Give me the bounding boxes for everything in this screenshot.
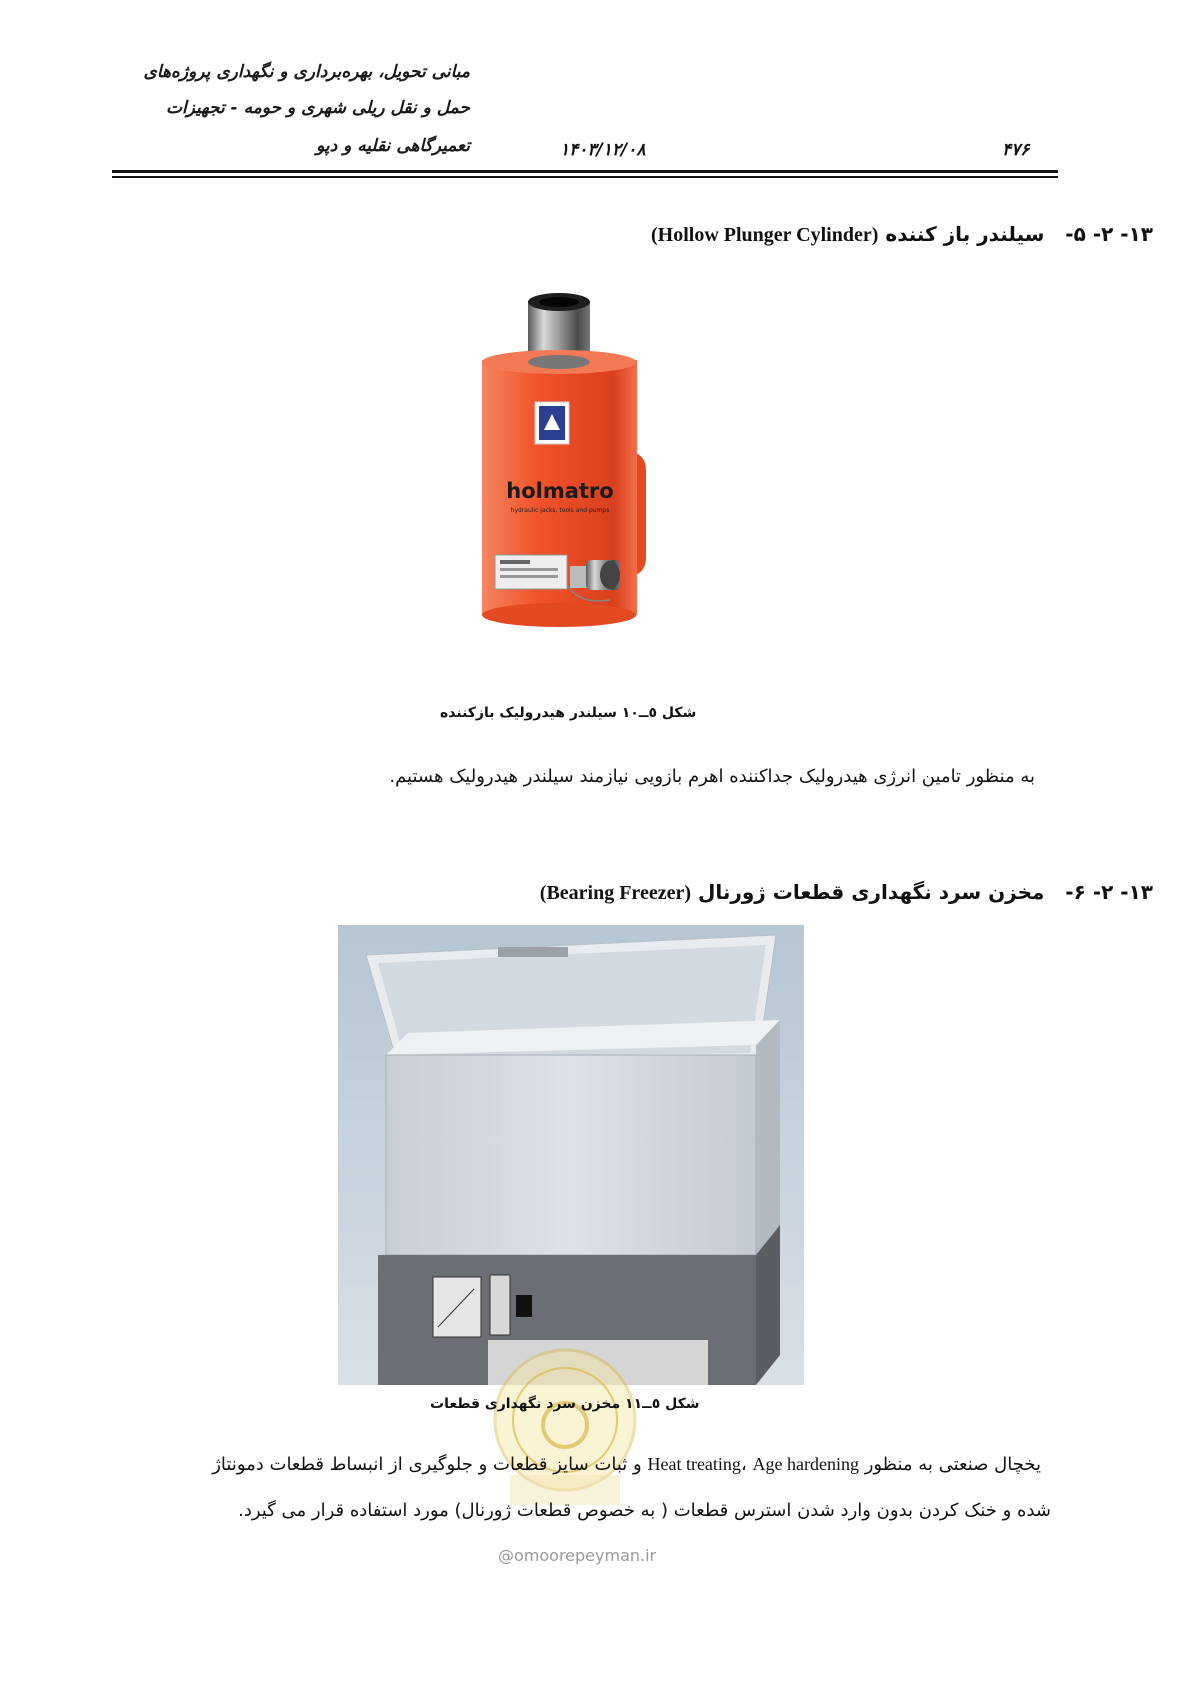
paragraph-english-term: Age hardening [752,1454,859,1474]
figure-caption-freezer: شکل ٥ــ١١ مخزن سرد نگهداری قطعات [430,1396,700,1412]
header-date: ۱۴۰۳/۱۲/۰۸ [560,140,646,160]
paragraph-freezer-line-1 [212,1454,1041,1475]
page-number: ۴۷۶ [1002,140,1030,160]
header-rule-thick [112,170,1058,173]
watermark-site-text: @omoorepeyman.ir [498,1546,657,1565]
header-rule-thin [112,176,1058,178]
paragraph-text-part: و ثبات سایز قطعات و جلوگیری از انبساط قطعات دمونتاژ [212,1454,642,1475]
section-heading-hollow-plunger [651,222,1153,247]
paragraph-text-part: یخچال صنعتی به منظور [864,1454,1041,1475]
bearing-freezer-image [338,925,804,1385]
paragraph-freezer-line-2: شده و خنک کردن بدون وارد شدن استرس قطعات ( به خصوص قطعات ژورنال) مورد استفاده قرار می گیرد. [238,1500,1051,1521]
section-number: ۱۳- ۲- ۵- [1065,222,1153,246]
paragraph-cylinder: به منظور تامین انرژی هیدرولیک جداکننده اهرم بازویی نیازمند سیلندر هیدرولیک هستیم. [389,766,1035,787]
brand-logo-text: holmatro [506,479,614,503]
section-title-fa: مخزن سرد نگهداری قطعات ژورنال [697,880,1045,904]
section-title-fa: سیلندر باز کننده [885,222,1045,246]
header-title-line-2: حمل و نقل ریلی شهری و حومه - تجهیزات [165,98,470,118]
section-title-en: (Bearing Freezer) [539,882,691,904]
paragraph-english-term: Heat treating [647,1454,741,1474]
section-title-en: (Hollow Plunger Cylinder) [650,224,879,246]
header-title-line-1: مبانی تحویل، بهره‌برداری و نگهداری پروژه‌های [143,62,470,82]
hydraulic-cylinder-image [440,290,700,675]
brand-sub-text: hydraulic jacks, tools and pumps [510,507,610,514]
header-title-line-3: تعمیرگاهی نقلیه و دپو [316,136,470,156]
section-number: ۱۳- ۲- ۶- [1065,880,1153,904]
figure-caption-cylinder: شکل ٥ــ١٠ سیلندر هیدرولیک بازکننده [440,705,697,721]
section-heading-bearing-freezer [540,880,1153,905]
paragraph-separator: ، [740,1454,747,1475]
